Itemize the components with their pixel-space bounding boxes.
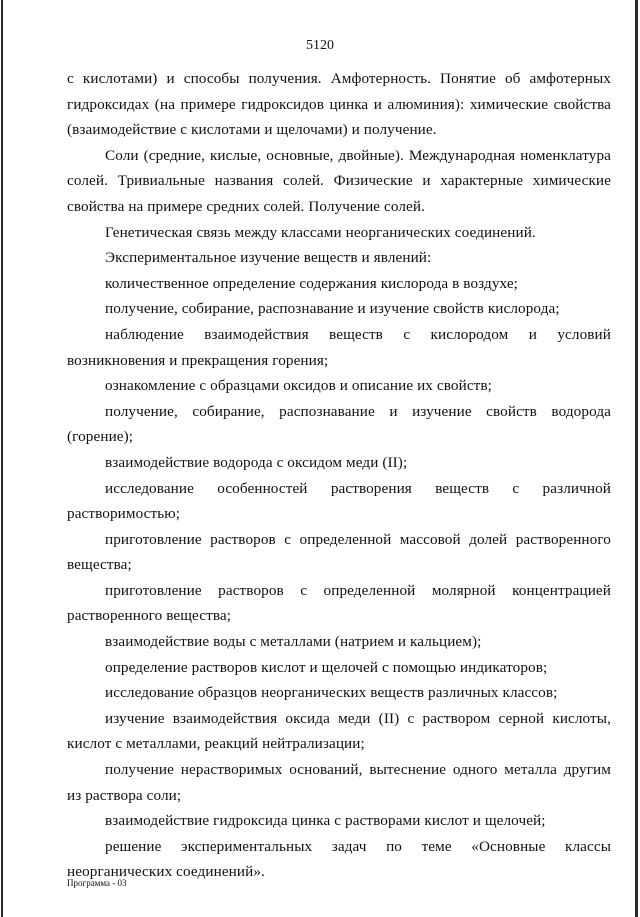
list-item: взаимодействие водорода с оксидом меди (II); bbox=[105, 453, 408, 471]
scan-border-right bbox=[635, 0, 638, 917]
footer-label: Программа - 03 bbox=[67, 878, 127, 888]
list-item: наблюдение взаимодействия веществ с кислородом и условий возникновения и прекращения горения; bbox=[67, 325, 611, 369]
list-item: взаимодействие гидроксида цинка с растворами кислот и щелочей; bbox=[105, 812, 546, 830]
scan-border-left bbox=[1, 0, 3, 917]
list-item: определение растворов кислот и щелочей с помощью индикаторов; bbox=[105, 658, 548, 676]
list-item: изучение взаимодействия оксида меди (II) с раствором серной кислоты, кислот с металлами, реакций нейтрализации; bbox=[67, 709, 611, 753]
list-item: получение нерастворимых оснований, вытеснение одного металла другим из раствора соли; bbox=[67, 761, 611, 804]
paragraph-salts: Соли (средние, кислые, основные, двойные). Международная номенклатура солей. Тривиальные названия солей. Физические и характерные химические свойства на примере средних солей. Получение солей. bbox=[67, 146, 611, 215]
list-item: приготовление растворов с определенной массовой долей растворенного вещества; bbox=[67, 530, 611, 574]
paragraph-genetic-link: Генетическая связь между классами неорганических соединений. bbox=[105, 223, 536, 241]
document-body bbox=[67, 66, 611, 885]
list-item: приготовление растворов с определенной молярной концентрацией растворенного вещества; bbox=[67, 581, 611, 625]
list-item: количественное определение содержания кислорода в воздухе; bbox=[105, 274, 518, 292]
list-item: исследование образцов неорганических веществ различных классов; bbox=[105, 684, 558, 702]
paragraph-experimental-heading: Экспериментальное изучение веществ и явлений: bbox=[105, 249, 432, 267]
list-item: ознакомление с образцами оксидов и описание их свойств; bbox=[105, 377, 492, 395]
list-item: получение, собирание, распознавание и изучение свойств водорода (горение); bbox=[67, 402, 611, 446]
list-item: взаимодействие воды с металлами (натрием и кальцием); bbox=[105, 633, 482, 651]
page-number: 5120 bbox=[306, 38, 334, 53]
list-item: получение, собирание, распознавание и изучение свойств кислорода; bbox=[105, 300, 560, 318]
list-item: исследование особенностей растворения веществ с различной растворимостью; bbox=[67, 479, 611, 523]
paragraph-continuation: с кислотами) и способы получения. Амфотерность. Понятие об амфотерных гидроксидах (на примере гидроксидов цинка и алюминия): химические свойства (взаимодействие с кислотами и щелочами) и получение. bbox=[67, 70, 611, 139]
list-item: решение экспериментальных задач по теме «Основные классы неорганических соединений». bbox=[67, 837, 611, 881]
